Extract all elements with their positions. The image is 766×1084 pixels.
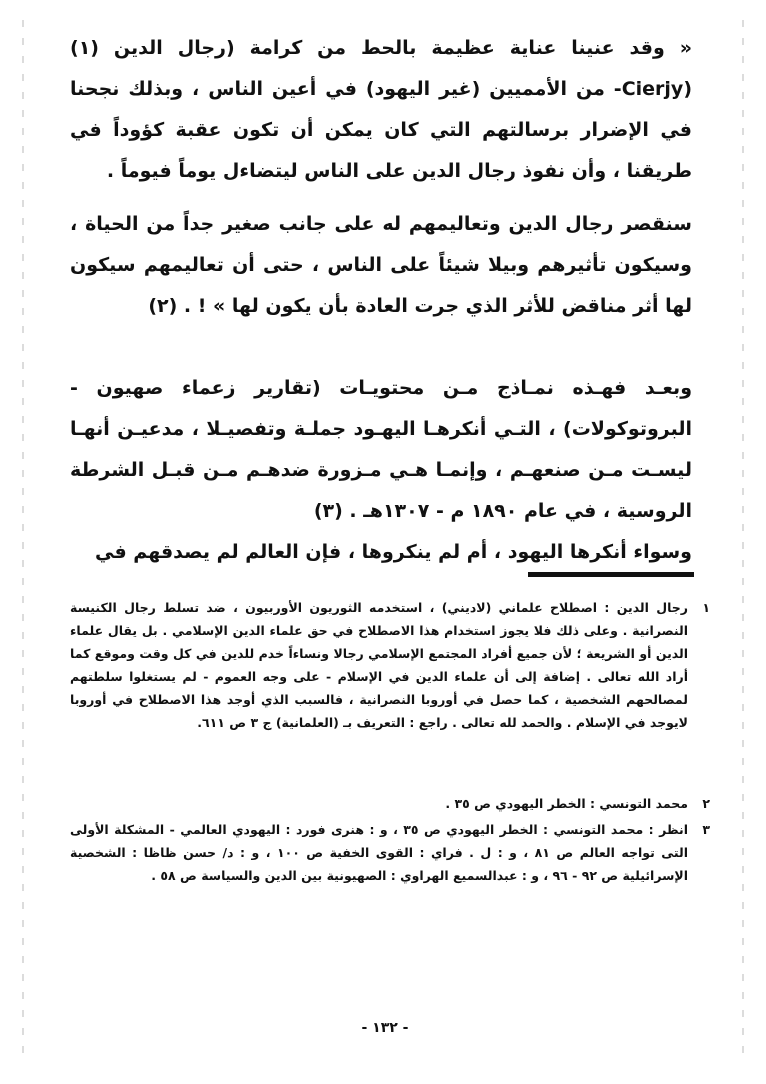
left-margin-guide [22,20,24,1060]
footnote-number: ٣ [702,822,710,837]
footnote-separator [528,572,694,577]
page-number: - ١٣٢ - [361,1020,409,1036]
right-margin-guide [742,20,744,1060]
footnote-2 [70,792,710,816]
footnote-number: ١ [702,600,710,615]
paragraph-quote-clergy: « وقد عنينا عناية عظيمة بالحط من كرامة (رجال الدين (١) (Cierjy- من الأمميين (غير اليهود) في أعين الناس ، وبذلك نجحنا في الإضرار برسالتهم التي كان يمكن أن تكون عقبة كؤوداً في طريقنا ، وأن نفوذ رجال الدين على الناس ليتضاءل يوماً فيوماً . [70,37,692,182]
footnote-number: ٢ [702,796,710,811]
footnote-1 [70,596,710,786]
paragraph-protocols: وبعـد فهـذه نمـاذج مـن محتويـات (تقارير زعماء صهيون - البروتوكولات) ، التـي أنكرهـا اليهـود جملـة وتفصيـلا ، مدعيـن أنهـا ليسـت مـن صنعهـم ، وإنمـا هـي مـزورة ضدهـم مـن قبـل الشرطة الروسية ، في عام ١٨٩٠ م - ١٣٠٧هـ . (٣) [70,377,692,522]
footnote-3 [70,818,710,918]
paragraph-quote-influence: سنقصر رجال الدين وتعاليمهم له على جانب صغير جداً من الحياة ، وسيكون تأثيرهم وبيلا شيئاً على الناس ، حتى أن تعاليمهم سيكون لها أثر مناقض للأثر الذي جرت العادة بأن يكون لها » ! . (٢) [70,213,692,317]
paragraph-continuation: وسواء أنكرها اليهود ، أم لم ينكروها ، فإن العالم لم يصدقهم في [95,541,692,563]
footnote-text: محمد التونسي : الخطر اليهودي ص ٣٥ . [445,796,688,811]
footnote-text: انظر : محمد التونسي : الخطر اليهودي ص ٣٥ ، و : هنرى فورد : اليهودي العالمي - المشكلة الأولى التى تواجه العالم ص ٨١ ، و : ل . فراي : القوى الخفية ص ١٠٠ ، و : د/ حسن ظاظا : الشخصية الإسرائيلية ص ٩٢ - ٩٦ ، و : عبدالسميع الهراوي : الصهيونية بين الدين والسياسة ص ٥٨ . [70,822,689,883]
footnote-text: رجال الدين : اصطلاح علماني (لاديني) ، استخدمه الثوريون الأوربيون ، ضد تسلط رجال الكنيسة النصرانية . وعلى ذلك فلا يجوز استخدام هذا الاصطلاح في حق علماء الدين الإسلامي . بل يقال علماء الدين أو الشريعة ؛ لأن جميع أفراد المجتمع الإسلامي رجالا ونساءاً خدم للدين في كل وقت وموقع كما أراد الله تعالى . إضافة إلى أن علماء الدين في الإسلام - على وجه العموم - لم يستغلوا سلطتهم لمصالحهم الشخصية ، كما حصل في أوروبا النصرانية ، فالسبب الذي أوجد هذا الاصطلاح في أوروبا لايوجد في الإسلام . والحمد لله تعالى . راجع : التعريف بـ (العلمانية) ج ٣ ص ٦١١. [70,600,688,730]
